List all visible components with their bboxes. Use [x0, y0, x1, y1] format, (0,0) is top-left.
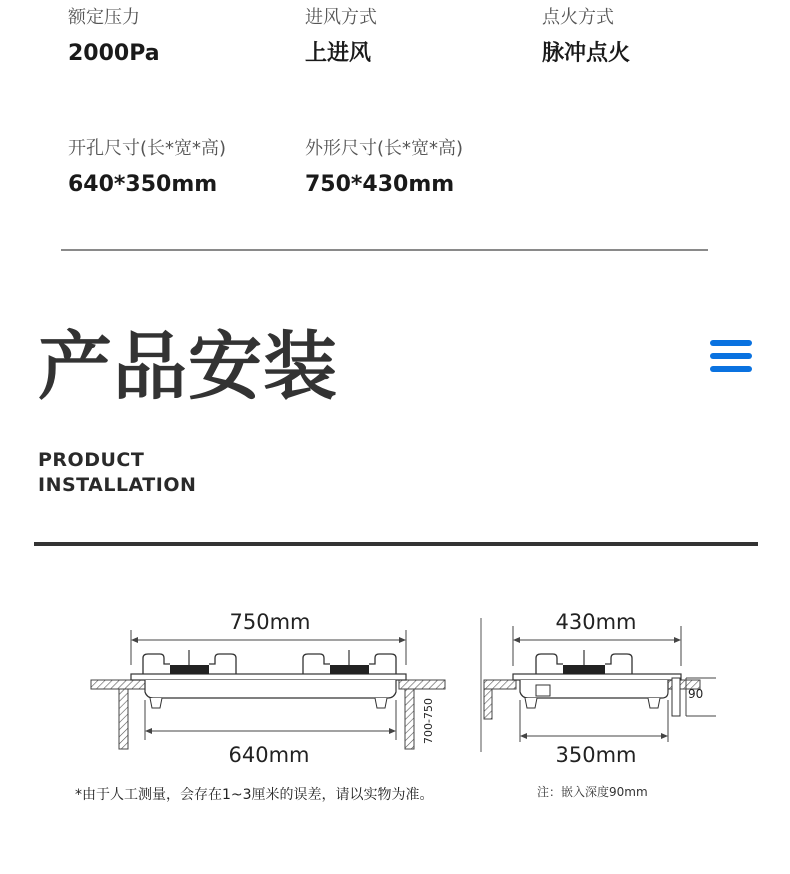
- spec-rated-pressure: [68, 9, 160, 65]
- section-divider: [34, 542, 758, 546]
- subtitle-line: PRODUCT: [38, 449, 145, 471]
- spec-value: 上进风: [305, 41, 372, 66]
- embed-depth-note: 注：嵌入深度90mm: [537, 785, 648, 799]
- subtitle-line: INSTALLATION: [38, 474, 197, 496]
- hamburger-menu-icon[interactable]: [710, 340, 752, 372]
- spec-value: 脉冲点火: [542, 41, 631, 66]
- spec-label: 进风方式: [305, 7, 377, 28]
- spec-value: 640*350mm: [68, 172, 218, 197]
- section-subtitle: [38, 448, 196, 498]
- spec-air-intake: [305, 9, 377, 65]
- front-cutout-dimension: 640mm: [228, 743, 310, 767]
- spec-label: 额定压力: [68, 7, 140, 28]
- side-view-diagram: [481, 610, 716, 767]
- spec-label: 开孔尺寸(长*宽*高): [68, 138, 227, 159]
- spec-cutout-size: [68, 140, 226, 196]
- spec-ignition: [542, 9, 630, 65]
- spec-outer-size: [305, 140, 463, 196]
- installation-diagram: [0, 590, 790, 780]
- spec-label: 外形尺寸(长*宽*高): [305, 138, 464, 159]
- spec-label: 点火方式: [542, 7, 614, 28]
- side-outer-dimension: 430mm: [555, 610, 637, 634]
- embed-depth-label: 90: [688, 687, 704, 701]
- divider: [61, 249, 708, 251]
- spec-value: 750*430mm: [305, 172, 455, 197]
- section-title: 产品安装: [38, 324, 338, 410]
- front-outer-dimension: 750mm: [229, 610, 311, 634]
- counter-height-label: 700-750: [422, 698, 435, 744]
- spec-value: 2000Pa: [68, 41, 160, 66]
- front-view-diagram: [91, 610, 445, 767]
- measurement-disclaimer: *由于人工测量，会存在1~3厘米的误差，请以实物为准。: [75, 787, 434, 803]
- side-cutout-dimension: 350mm: [555, 743, 637, 767]
